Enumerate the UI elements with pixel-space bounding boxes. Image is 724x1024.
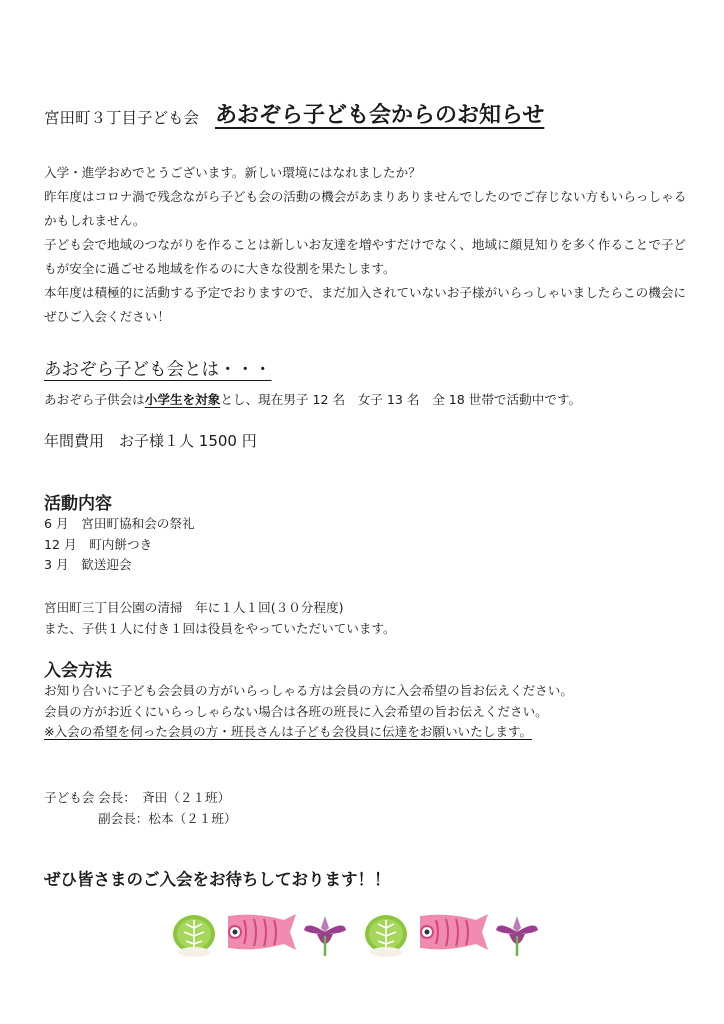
kashiwa-mochi-icon — [365, 915, 407, 957]
list-item: 12 月 町内餅つき — [44, 536, 153, 552]
iris-flower-icon — [496, 916, 538, 956]
chair-name: 会長： 斉田（２１班） — [98, 790, 231, 805]
intro-paragraph: 本年度は積極的に活動する予定でおりますので、まだ加入されていないお子様がいらっしゃいましたらこの機会にぜひご入会ください！ — [44, 285, 687, 324]
annual-fee: 年間費用 お子様１人 1500 円 — [44, 432, 257, 450]
kashiwa-mochi-icon — [173, 915, 215, 957]
list-item: 3 月 歓送迎会 — [44, 557, 132, 572]
join-instructions — [44, 681, 573, 743]
page-title: あおぞら子ども会からのお知らせ — [215, 103, 545, 128]
intro-paragraph: 昨年度はコロナ渦で残念ながら子ども会の活動の機会があまりありませんでしたのでご存じない方もいらっしゃるかもしれません。 — [44, 189, 687, 228]
intro-section — [44, 161, 690, 329]
officers — [44, 787, 237, 829]
about-text-pre: あおぞら子供会は — [44, 392, 145, 407]
intro-paragraph: 入学・進学おめでとうございます。新しい環境にはなれましたか？ — [44, 165, 421, 180]
intro-paragraph: 子ども会で地域のつながりを作ることは新しいお友達を増やすだけでなく、地域に顔見知りを多く作ることで子どもが安全に過ごせる地域を作るのに大きな役割を果たします。 — [44, 237, 687, 276]
org-name: 宮田町３丁目子ども会 — [44, 109, 200, 127]
officers-group-label: 子ども会 — [44, 790, 95, 805]
vice-chair-name: 副会長：松本（２１班） — [98, 811, 237, 826]
about-description — [44, 389, 581, 408]
koinobori-icon — [420, 914, 488, 950]
join-heading: 入会方法 — [44, 661, 112, 681]
list-item: 会員の方がお近くにいらっしゃらない場合は各班の班長に入会希望の旨お伝えください。 — [44, 703, 548, 719]
iris-flower-icon — [304, 916, 346, 956]
join-note: ※入会の希望を伺った会員の方・班長さんは子ども会役員に伝達をお願いいたします。 — [44, 724, 533, 739]
activities-list — [44, 514, 195, 576]
officer-row — [44, 787, 237, 808]
officer-row — [44, 808, 237, 829]
about-text-post: とし、現在男子 12 名 女子 13 名 全 18 世帯で活動中です。 — [220, 392, 582, 407]
about-target: 小学生を対象 — [144, 392, 221, 407]
list-item: また、子供１人に付き１回は役員をやっていただいています。 — [44, 620, 396, 636]
list-item: 6 月 宮田町協和会の祭礼 — [44, 516, 195, 531]
list-item: お知り合いに子ども会会員の方がいらっしゃる方は会員の方に入会希望の旨お伝えください。 — [44, 683, 573, 698]
activities-heading: 活動内容 — [44, 494, 112, 514]
cleanup-info — [44, 598, 396, 639]
about-heading: あおぞら子ども会とは・・・ — [44, 360, 272, 380]
koinobori-icon — [228, 914, 296, 950]
list-item: 宮田町三丁目公園の清掃 年に１人１回(３０分程度) — [44, 600, 344, 615]
decoration-row — [168, 906, 558, 958]
closing-message: ぜひ皆さまのご入会をお待ちしております！！ — [44, 870, 391, 889]
